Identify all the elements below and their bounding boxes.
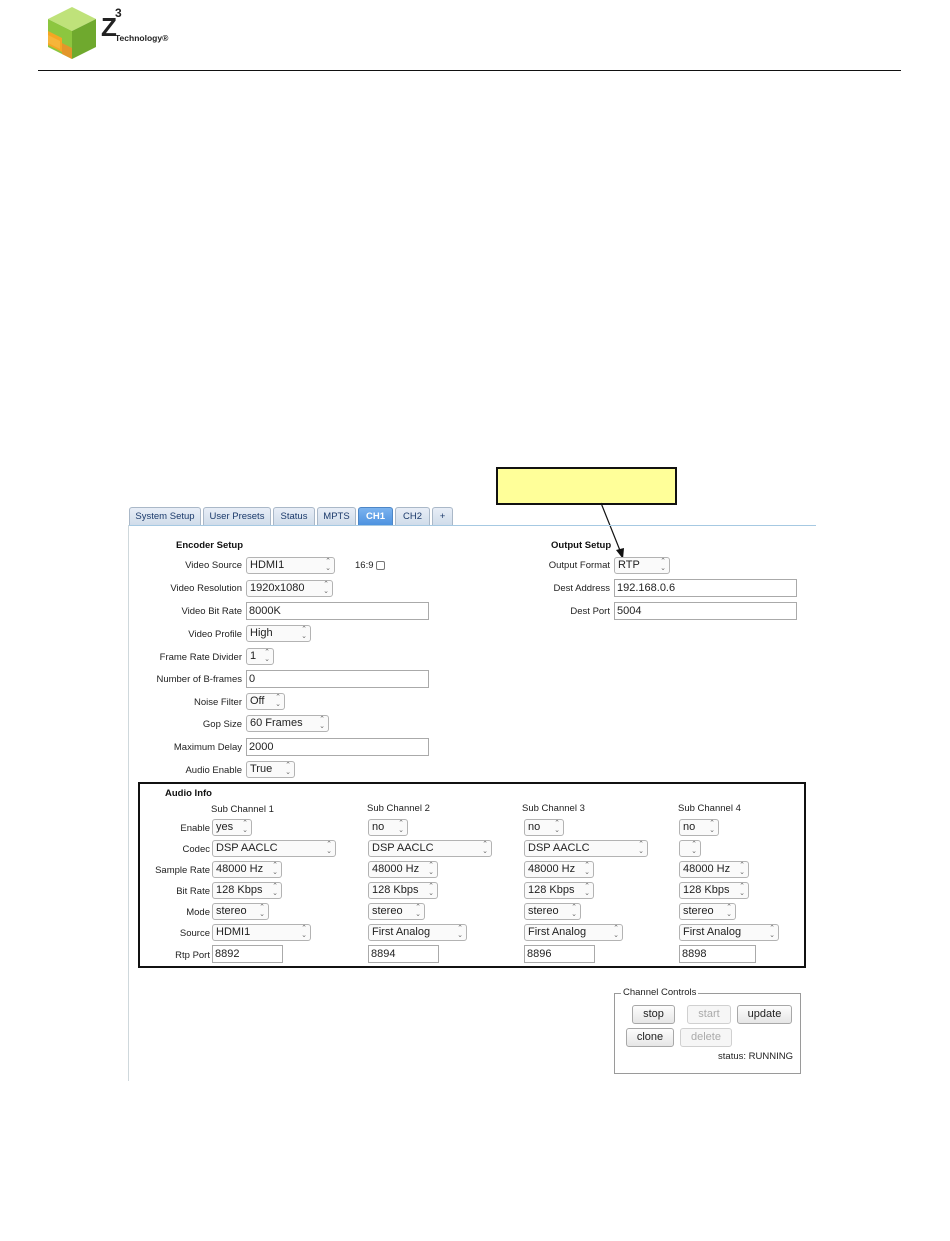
panel-border [128,525,129,1081]
aspect-checkbox[interactable] [376,561,385,570]
ch2-bit-rate-select[interactable]: 128 Kbps ⌃ ⌄ [368,882,438,899]
logo-subtitle: Technology® [115,33,169,43]
ch4-codec-select[interactable]: ⌃ ⌄ [679,840,701,857]
video-profile-label: Video Profile [188,629,242,640]
ch3-source-select[interactable]: First Analog ⌃ ⌄ [524,924,623,941]
ch4-mode-select[interactable]: stereo ⌃ ⌄ [679,903,736,920]
ch2-mode-select[interactable]: stereo ⌃ ⌄ [368,903,425,920]
ch3-enable-select[interactable]: no ⌃ ⌄ [524,819,564,836]
max-delay-input[interactable]: 2000 [246,738,429,756]
video-source-label: Video Source [185,560,242,571]
sample-rate-label: Sample Rate [155,865,210,876]
channel-controls-title: Channel Controls [623,987,697,998]
logo-letter: Z [101,12,117,42]
logo-cube-icon [44,5,100,63]
ch2-codec-select[interactable]: DSP AACLC ⌃ ⌄ [368,840,492,857]
stop-button[interactable]: stop [632,1005,675,1024]
video-profile-select[interactable]: High ⌃ ⌄ [246,625,311,642]
clone-button[interactable]: clone [626,1028,674,1047]
frame-rate-divider-label: Frame Rate Divider [159,652,242,663]
video-source-select[interactable]: HDMI1 ⌃ ⌄ [246,557,335,574]
ch1-mode-select[interactable]: stereo ⌃ ⌄ [212,903,269,920]
video-bit-rate-label: Video Bit Rate [181,606,242,617]
start-button[interactable]: start [687,1005,731,1024]
ch1-sample-rate-select[interactable]: 48000 Hz ⌃ ⌄ [212,861,282,878]
max-delay-label: Maximum Delay [173,742,242,753]
gop-size-select[interactable]: 60 Frames ⌃ ⌄ [246,715,329,732]
output-format-label: Output Format [548,560,610,571]
aspect-label: 16:9 [355,560,374,571]
ch4-enable-select[interactable]: no ⌃ ⌄ [679,819,719,836]
sub-channel-2-header: Sub Channel 2 [367,803,430,814]
ch3-codec-select[interactable]: DSP AACLC ⌃ ⌄ [524,840,648,857]
sub-channel-3-header: Sub Channel 3 [522,803,585,814]
delete-button[interactable]: delete [680,1028,732,1047]
audio-enable-select[interactable]: True ⌃ ⌄ [246,761,295,778]
ch3-sample-rate-select[interactable]: 48000 Hz ⌃ ⌄ [524,861,594,878]
dest-address-label: Dest Address [553,583,610,594]
callout-box [496,467,677,505]
dest-address-input[interactable]: 192.168.0.6 [614,579,797,597]
header-divider [38,70,901,71]
audio-enable-label: Audio Enable [185,765,242,776]
tab-user-presets[interactable]: User Presets [203,507,271,525]
channel-status: status: RUNNING [718,1051,793,1062]
noise-filter-label: Noise Filter [193,697,242,708]
video-bit-rate-input[interactable]: 8000K [246,602,429,620]
ch2-source-select[interactable]: First Analog ⌃ ⌄ [368,924,467,941]
noise-filter-select[interactable]: Off ⌃ ⌄ [246,693,285,710]
frame-rate-divider-select[interactable]: 1 ⌃ ⌄ [246,648,274,665]
tab-status[interactable]: Status [273,507,315,525]
ch4-bit-rate-select[interactable]: 128 Kbps ⌃ ⌄ [679,882,749,899]
encoder-setup-title: Encoder Setup [176,540,244,551]
callout-arrow-icon [590,503,630,563]
tab-mpts[interactable]: MPTS [317,507,356,525]
gop-size-label: Gop Size [202,719,242,730]
bit-rate-label: Bit Rate [176,886,210,897]
ch1-enable-select[interactable]: yes ⌃ ⌄ [212,819,252,836]
mode-label: Mode [186,907,210,918]
enable-label: Enable [180,823,210,834]
ch3-bit-rate-select[interactable]: 128 Kbps ⌃ ⌄ [524,882,594,899]
ch3-rtp-port-input[interactable]: 8896 [524,945,595,963]
b-frames-label: Number of B-frames [156,674,242,685]
ch1-bit-rate-select[interactable]: 128 Kbps ⌃ ⌄ [212,882,282,899]
codec-label: Codec [182,844,210,855]
rtp-port-label: Rtp Port [175,950,210,961]
video-resolution-label: Video Resolution [170,583,242,594]
update-button[interactable]: update [737,1005,792,1024]
logo-superscript: 3 [115,6,122,20]
tab-system-setup[interactable]: System Setup [129,507,201,525]
ch3-mode-select[interactable]: stereo ⌃ ⌄ [524,903,581,920]
sub-channel-4-header: Sub Channel 4 [678,803,741,814]
source-label: Source [179,928,210,939]
ch4-source-select[interactable]: First Analog ⌃ ⌄ [679,924,779,941]
dest-port-input[interactable]: 5004 [614,602,797,620]
ch2-enable-select[interactable]: no ⌃ ⌄ [368,819,408,836]
dest-port-label: Dest Port [570,606,610,617]
b-frames-input[interactable]: 0 [246,670,429,688]
sub-channel-1-header: Sub Channel 1 [211,804,274,815]
ch1-codec-select[interactable]: DSP AACLC ⌃ ⌄ [212,840,336,857]
tab-ch1[interactable]: CH1 [358,507,393,525]
audio-info-title: Audio Info [165,788,212,799]
ch4-sample-rate-select[interactable]: 48000 Hz ⌃ ⌄ [679,861,749,878]
tab-add[interactable]: + [432,507,453,525]
tab-ch2[interactable]: CH2 [395,507,430,525]
video-resolution-select[interactable]: 1920x1080 ⌃ ⌄ [246,580,333,597]
ch1-rtp-port-input[interactable]: 8892 [212,945,283,963]
ch2-rtp-port-input[interactable]: 8894 [368,945,439,963]
ch4-rtp-port-input[interactable]: 8898 [679,945,756,963]
output-setup-title: Output Setup [551,540,612,551]
ch1-source-select[interactable]: HDMI1 ⌃ ⌄ [212,924,311,941]
output-format-select[interactable]: RTP ⌃ ⌄ [614,557,670,574]
ch2-sample-rate-select[interactable]: 48000 Hz ⌃ ⌄ [368,861,438,878]
